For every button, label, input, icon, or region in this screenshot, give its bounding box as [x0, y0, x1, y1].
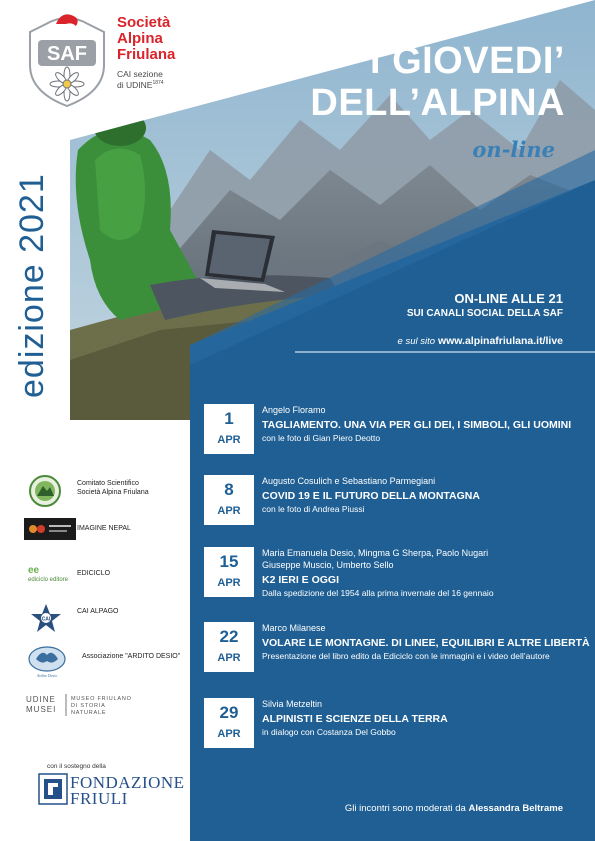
museum-line: MUSEO FRIULANO [71, 696, 132, 702]
partner-label [77, 607, 119, 616]
partner-line: Comitato Scientifico [77, 480, 139, 487]
online-site [398, 335, 563, 347]
event-title: VOLARE LE MONTAGNE. DI LINEE, EQUILIBRI E ALTRE LIBERTÀ [262, 637, 590, 649]
sponsor-note: con il sostegno della [47, 763, 106, 770]
brand-year: 1874 [152, 80, 164, 86]
udine-musei-logo [26, 692, 176, 718]
partner-label [77, 569, 110, 578]
cai-star-icon [28, 602, 64, 634]
event-month: APR [217, 577, 241, 589]
partner-line: Associazione "ARDITO DESIO" [82, 653, 181, 660]
brand-subtitle [117, 70, 164, 90]
imagine-nepal-logo [24, 518, 76, 540]
ediciclo-logo [26, 564, 74, 584]
headline-line1: I GIOVEDI’ [369, 40, 565, 82]
brand-sub-line: CAI sezione [117, 69, 163, 79]
site-link[interactable]: www.alpinafriulana.it/live [437, 335, 563, 347]
logo-badge-text: SAF [47, 43, 87, 65]
saf-shield-logo [26, 10, 108, 108]
event-month: APR [217, 652, 241, 664]
event-speakers: Maria Emanuela Desio, Mingma G Sherpa, Paolo Nugari [262, 548, 489, 558]
event-month: APR [217, 505, 241, 517]
partner-label [82, 652, 180, 661]
headline [310, 40, 565, 124]
brand-name [117, 15, 175, 63]
brand-name-line: Società [117, 14, 171, 31]
partner-line: EDICICLO [77, 570, 111, 577]
event-details [262, 404, 592, 444]
event-details [262, 698, 592, 738]
brand-sub-line: di $UDINE^{1874}$ [117, 79, 164, 90]
moderator-note [345, 803, 563, 814]
date-box [204, 698, 254, 748]
event-month: APR [217, 434, 241, 446]
museum-line: NATURALE [71, 710, 107, 716]
partner-ediciclo [20, 560, 200, 596]
partner-line: Società Alpina Friulana [77, 489, 149, 496]
partner-committee [20, 470, 200, 506]
fondazione-name [70, 775, 185, 807]
event-details [262, 622, 592, 662]
event-title: COVID 19 E IL FUTURO DELLA MONTAGNA [262, 490, 480, 502]
partner-line: CAI ALPAGO [77, 608, 119, 615]
event-day: 29 [219, 703, 239, 722]
partner-imagine-nepal [20, 515, 200, 551]
event-description: in dialogo con Costanza Del Gobbo [262, 727, 396, 737]
event-description: con le foto di Andrea Piussi [262, 504, 365, 514]
event-title: ALPINISTI E SCIENZE DELLA TERRA [262, 713, 448, 725]
event-speakers: Marco Milanese [262, 623, 326, 633]
svg-text:ee: ee [28, 565, 40, 576]
date-box [204, 547, 254, 597]
event-speakers: Augusto Cosulich e Sebastiano Parmegiani [262, 476, 436, 486]
event-description: Presentazione del libro edito da Ediciclo con le immagini e i video dell’autore [262, 651, 550, 661]
brand-name-line: Alpina [117, 30, 163, 47]
committee-seal-icon [26, 474, 64, 508]
partner-label [77, 479, 149, 497]
partner-line: IMAGINE NEPAL [77, 525, 131, 532]
fondazione-line: FONDAZIONE [70, 773, 185, 792]
date-box [204, 622, 254, 672]
partner-cai-alpago [20, 598, 200, 634]
museum-line: DI STORIA [71, 703, 106, 709]
ediciclo-logo-text: ediciclo editore [28, 577, 69, 583]
event-day: 15 [219, 552, 239, 571]
event-title: TAGLIAMENTO. UNA VIA PER GLI DEI, I SIMBOLI, GLI UOMINI [262, 419, 572, 431]
fondazione-line: FRIULI [70, 789, 128, 808]
online-time: ON-LINE ALLE 21 [454, 291, 563, 306]
event-speakers: Silvia Metzeltin [262, 699, 323, 709]
brand-name-line: Friulana [117, 46, 176, 63]
fondazione-icon [38, 773, 68, 805]
event-description: con le foto di Gian Piero Deotto [262, 433, 381, 443]
svg-text:Ardito Desio: Ardito Desio [36, 673, 58, 678]
ardito-desio-logo [24, 645, 70, 679]
udine-musei-line: MUSEI [26, 705, 57, 714]
svg-text:CAI: CAI [41, 616, 51, 623]
date-box [204, 475, 254, 525]
event-title: K2 IERI E OGGI [262, 574, 340, 586]
headline-line2: DELL’ALPINA [310, 82, 565, 124]
partner-ardito-desio [20, 643, 200, 679]
moderator-prefix: Gli incontri sono moderati da [344, 803, 466, 814]
event-day: 1 [224, 409, 234, 428]
partner-udine-musei [20, 688, 200, 724]
date-box [204, 404, 254, 454]
event-speakers: Giuseppe Muscio, Umberto Sello [262, 560, 394, 570]
online-channels: SUI CANALI SOCIAL DELLA SAF [406, 308, 563, 319]
event-day: 22 [219, 627, 239, 646]
partner-label [77, 524, 131, 533]
online-info [398, 291, 563, 347]
event-description: Dalla spedizione del 1954 alla prima invernale del 16 gennaio [262, 588, 494, 598]
site-prefix: e sul sito [397, 336, 436, 347]
event-details [262, 475, 592, 515]
event-day: 8 [224, 480, 234, 499]
online-script: on-line [472, 137, 555, 162]
event-details [262, 547, 592, 599]
udine-musei-line: UDINE [26, 695, 56, 704]
edition-label: edizione 2021 [13, 173, 51, 398]
event-month: APR [217, 728, 241, 740]
event-speakers: Angelo Floramo [262, 405, 326, 415]
moderator-name: Alessandra Beltrame [468, 803, 563, 814]
